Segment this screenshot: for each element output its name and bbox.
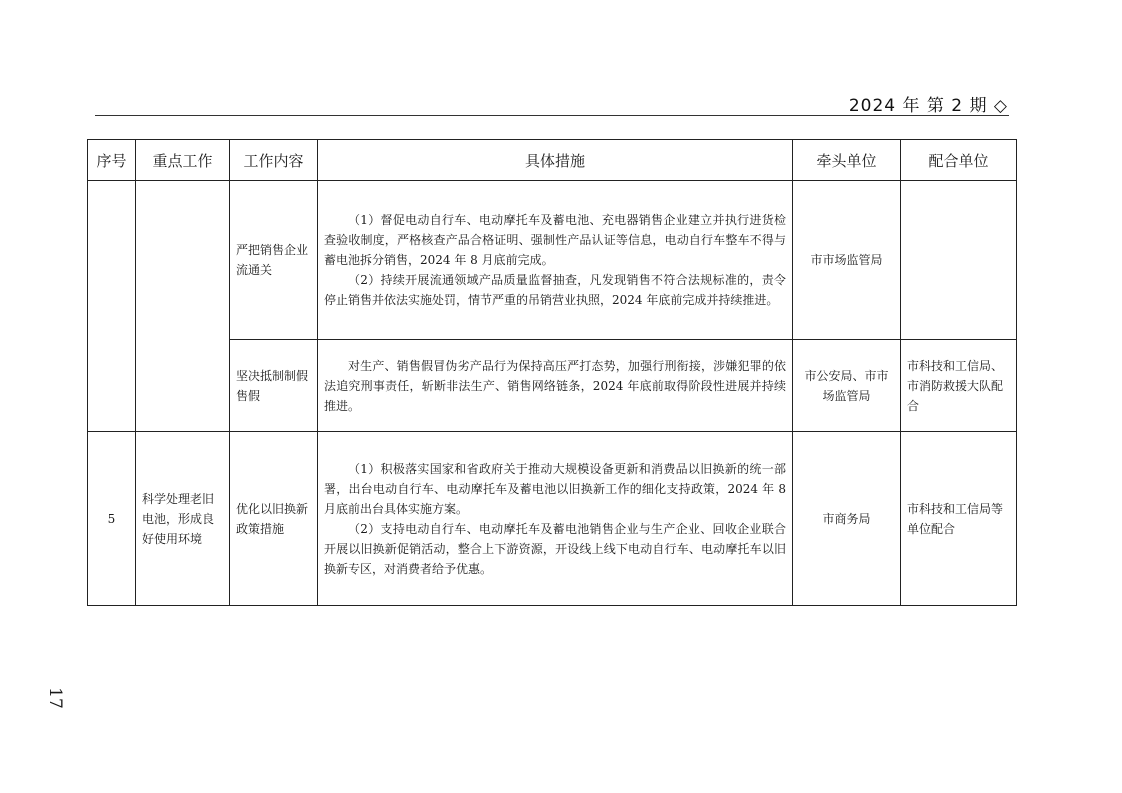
issue-label: 2024 年 第 2 期 ◇ bbox=[848, 96, 1008, 116]
row-number: 5 bbox=[88, 432, 136, 606]
measure-paragraph: 对生产、销售假冒伪劣产品行为保持高压严打态势，加强行刑衔接，涉嫌犯罪的依法追究刑事责任，斩断非法生产、销售网络链条，2024 年底前取得阶段性进展并持续推进。 bbox=[324, 358, 786, 413]
lead-unit-cell: 市商务局 bbox=[793, 432, 901, 606]
support-unit-cell bbox=[901, 181, 1017, 340]
support-unit-cell: 市科技和工信局、市消防救援大队配合 bbox=[901, 340, 1017, 432]
row-number bbox=[88, 181, 136, 432]
key-work-cell: 科学处理老旧电池，形成良好使用环境 bbox=[136, 432, 230, 606]
work-content-cell: 严把销售企业流通关 bbox=[230, 181, 318, 340]
measure-paragraph: （1）督促电动自行车、电动摩托车及蓄电池、充电器销售企业建立并执行进货检查验收制度，严格核查产品合格证明、强制性产品认证等信息，电动自行车整车不得与蓄电池拆分销售，2024 年 8 月底前完成。 bbox=[324, 213, 786, 267]
table-header-row bbox=[88, 140, 1017, 181]
header-support-unit: 配合单位 bbox=[901, 140, 1017, 181]
measures-table bbox=[87, 139, 1017, 606]
work-content-cell: 坚决抵制制假售假 bbox=[230, 340, 318, 432]
lead-unit-cell: 市公安局、市市场监管局 bbox=[793, 340, 901, 432]
header-serial: 序号 bbox=[88, 140, 136, 181]
key-work-cell bbox=[136, 181, 230, 432]
header-rule bbox=[95, 115, 1009, 116]
header-measures: 具体措施 bbox=[318, 140, 793, 181]
measure-paragraph: （1）积极落实国家和省政府关于推动大规模设备更新和消费品以旧换新的统一部署，出台电动自行车、电动摩托车及蓄电池以旧换新工作的细化支持政策，2024 年 8 月底前出台具体实施方案。 bbox=[324, 461, 786, 516]
table-row bbox=[88, 181, 1017, 340]
measure-paragraph: （2）持续开展流通领域产品质量监督抽查，凡发现销售不符合法规标准的，责令停止销售并依法实施处罚，情节严重的吊销营业执照，2024 年底前完成并持续推进。 bbox=[324, 273, 786, 307]
measures-cell bbox=[318, 432, 793, 606]
measures-cell bbox=[318, 340, 793, 432]
lead-unit-cell: 市市场监管局 bbox=[793, 181, 901, 340]
header-key-work: 重点工作 bbox=[136, 140, 230, 181]
table-row bbox=[88, 432, 1017, 606]
header-lead-unit: 牵头单位 bbox=[793, 140, 901, 181]
page-number: 17 bbox=[44, 687, 65, 709]
support-unit-cell: 市科技和工信局等单位配合 bbox=[901, 432, 1017, 606]
header-work-content: 工作内容 bbox=[230, 140, 318, 181]
measure-paragraph: （2）支持电动自行车、电动摩托车及蓄电池销售企业与生产企业、回收企业联合开展以旧换新促销活动，整合上下游资源，开设线上线下电动自行车、电动摩托车以旧换新专区，对消费者给予优惠。 bbox=[324, 521, 786, 576]
measures-cell bbox=[318, 181, 793, 340]
work-content-cell: 优化以旧换新政策措施 bbox=[230, 432, 318, 606]
